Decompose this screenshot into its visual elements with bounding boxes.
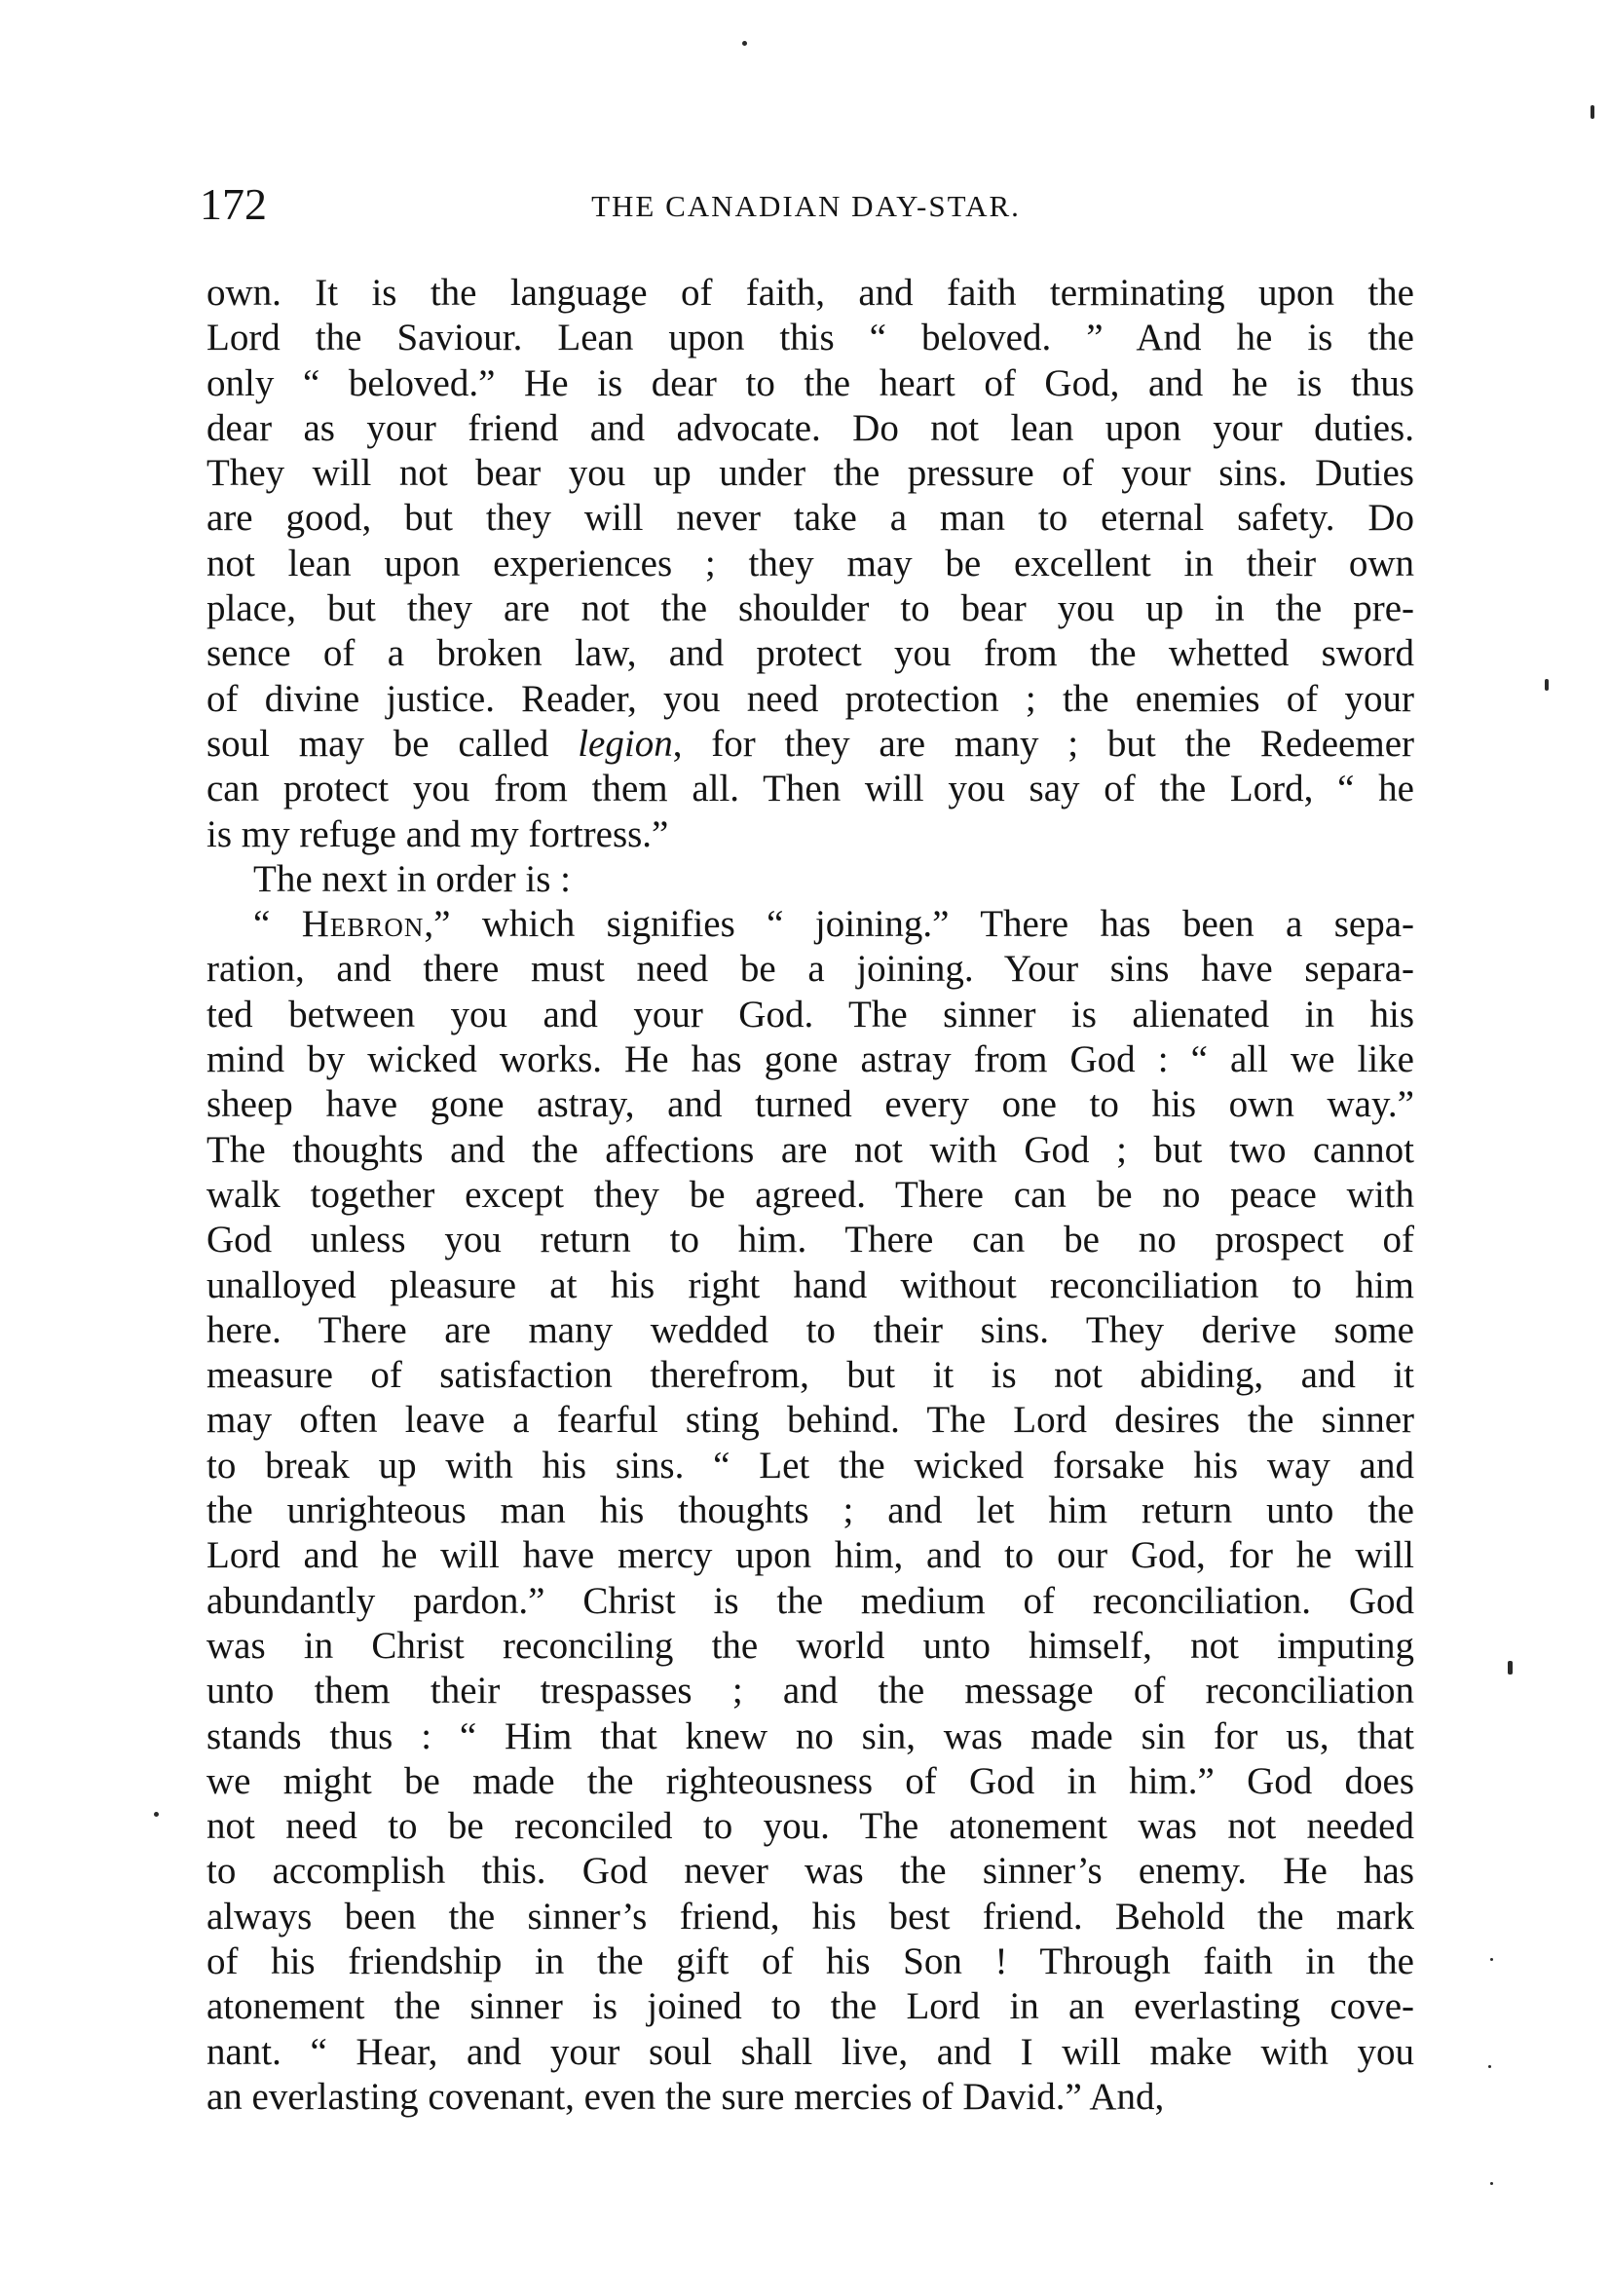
text-line: ration, and there must need be a joining. Your sins have separa-: [206, 948, 1414, 991]
page-number: 172: [200, 179, 267, 229]
text-line: to accomplish this. God never was the sinner’s enemy. He has: [206, 1850, 1414, 1893]
scan-speck: [1488, 2065, 1491, 2068]
text-line: was in Christ reconciling the world unto himself, not imputing: [206, 1624, 1414, 1667]
text-line: only “ beloved.” He is dear to the heart of God, and he is thus: [206, 361, 1414, 404]
text-line: The thoughts and the affections are not with God ; but two cannot: [206, 1128, 1414, 1171]
scan-speck: [154, 1812, 159, 1817]
text-line: dear as your friend and advocate. Do not lean upon your duties.: [206, 406, 1414, 449]
scan-speck: [1508, 1661, 1513, 1675]
scan-speck: [1591, 105, 1594, 119]
text-line: The next in order is :: [253, 857, 571, 900]
italic-word: legion: [578, 722, 673, 765]
text-line: of divine justice. Reader, you need protection ; the enemies of your: [206, 677, 1414, 720]
text-line: measure of satisfaction therefrom, but it is not abiding, and it: [206, 1354, 1414, 1397]
text-line: place, but they are not the shoulder to bear you up in the pre-: [206, 587, 1414, 630]
text-line: unto them their trespasses ; and the message of reconciliation: [206, 1670, 1414, 1713]
page-header: [200, 175, 1412, 234]
text-line: abundantly pardon.” Christ is the medium of reconciliation. God: [206, 1579, 1414, 1622]
text-line: are good, but they will never take a man to eternal safety. Do: [206, 497, 1414, 540]
text-line: own. It is the language of faith, and faith terminating upon the: [206, 272, 1414, 314]
text-line: atonement the sinner is joined to the Lord in an everlasting cove-: [206, 1985, 1414, 2028]
text-line: They will not bear you up under the pressure of your sins. Duties: [206, 452, 1414, 495]
text-line: not lean upon experiences ; they may be excellent in their own: [206, 542, 1414, 584]
text-line: always been the sinner’s friend, his best friend. Behold the mark: [206, 1895, 1414, 1938]
text-line: “ Hebron,” which signifies “ joining.” There has been a sepa-: [253, 903, 1414, 946]
text-line: sheep have gone astray, and turned every one to his own way.”: [206, 1083, 1414, 1126]
text-line: Lord and he will have mercy upon him, and to our God, for he will: [206, 1534, 1414, 1577]
text-line: is my refuge and my fortress.”: [206, 812, 669, 855]
running-title: THE CANADIAN DAY-STAR.: [591, 189, 1021, 223]
scan-speck: [1490, 1958, 1493, 1961]
scan-speck: [1545, 679, 1549, 691]
text-line: soul may be called legion, for they are many ; but the Redeemer: [206, 722, 1414, 765]
small-caps-word: Hebron: [301, 903, 425, 946]
text-line: to break up with his sins. “ Let the wicked forsake his way and: [206, 1444, 1414, 1487]
text-line: walk together except they be agreed. There can be no peace with: [206, 1173, 1414, 1216]
text-line: nant. “ Hear, and your soul shall live, and I will make with you: [206, 2030, 1414, 2073]
text-line: not need to be reconciled to you. The atonement was not needed: [206, 1805, 1414, 1848]
text-line: here. There are many wedded to their sins. They derive some: [206, 1308, 1414, 1351]
text-line: the unrighteous man his thoughts ; and let him return unto the: [206, 1489, 1414, 1532]
text-line: stands thus : “ Him that knew no sin, was made sin for us, that: [206, 1714, 1414, 1757]
text-line: an everlasting covenant, even the sure mercies of David.” And,: [206, 2075, 1165, 2118]
text-line: ted between you and your God. The sinner is alienated in his: [206, 993, 1414, 1035]
text-line: we might be made the righteousness of God in him.” God does: [206, 1759, 1414, 1802]
text-line: Lord the Saviour. Lean upon this “ beloved. ” And he is the: [206, 317, 1414, 359]
scan-speck: [742, 41, 747, 46]
scan-speck: [1490, 2182, 1493, 2185]
text-line: can protect you from them all. Then will you say of the Lord, “ he: [206, 768, 1414, 810]
text-line: God unless you return to him. There can be no prospect of: [206, 1219, 1414, 1261]
body-text: [206, 271, 1414, 2120]
text-line: unalloyed pleasure at his right hand without reconciliation to him: [206, 1263, 1414, 1306]
text-line: of his friendship in the gift of his Son ! Through faith in the: [206, 1939, 1414, 1982]
text-line: mind by wicked works. He has gone astray from God : “ all we like: [206, 1038, 1414, 1081]
text-line: sence of a broken law, and protect you from the whetted sword: [206, 632, 1414, 675]
text-line: may often leave a fearful sting behind. The Lord desires the sinner: [206, 1399, 1414, 1442]
